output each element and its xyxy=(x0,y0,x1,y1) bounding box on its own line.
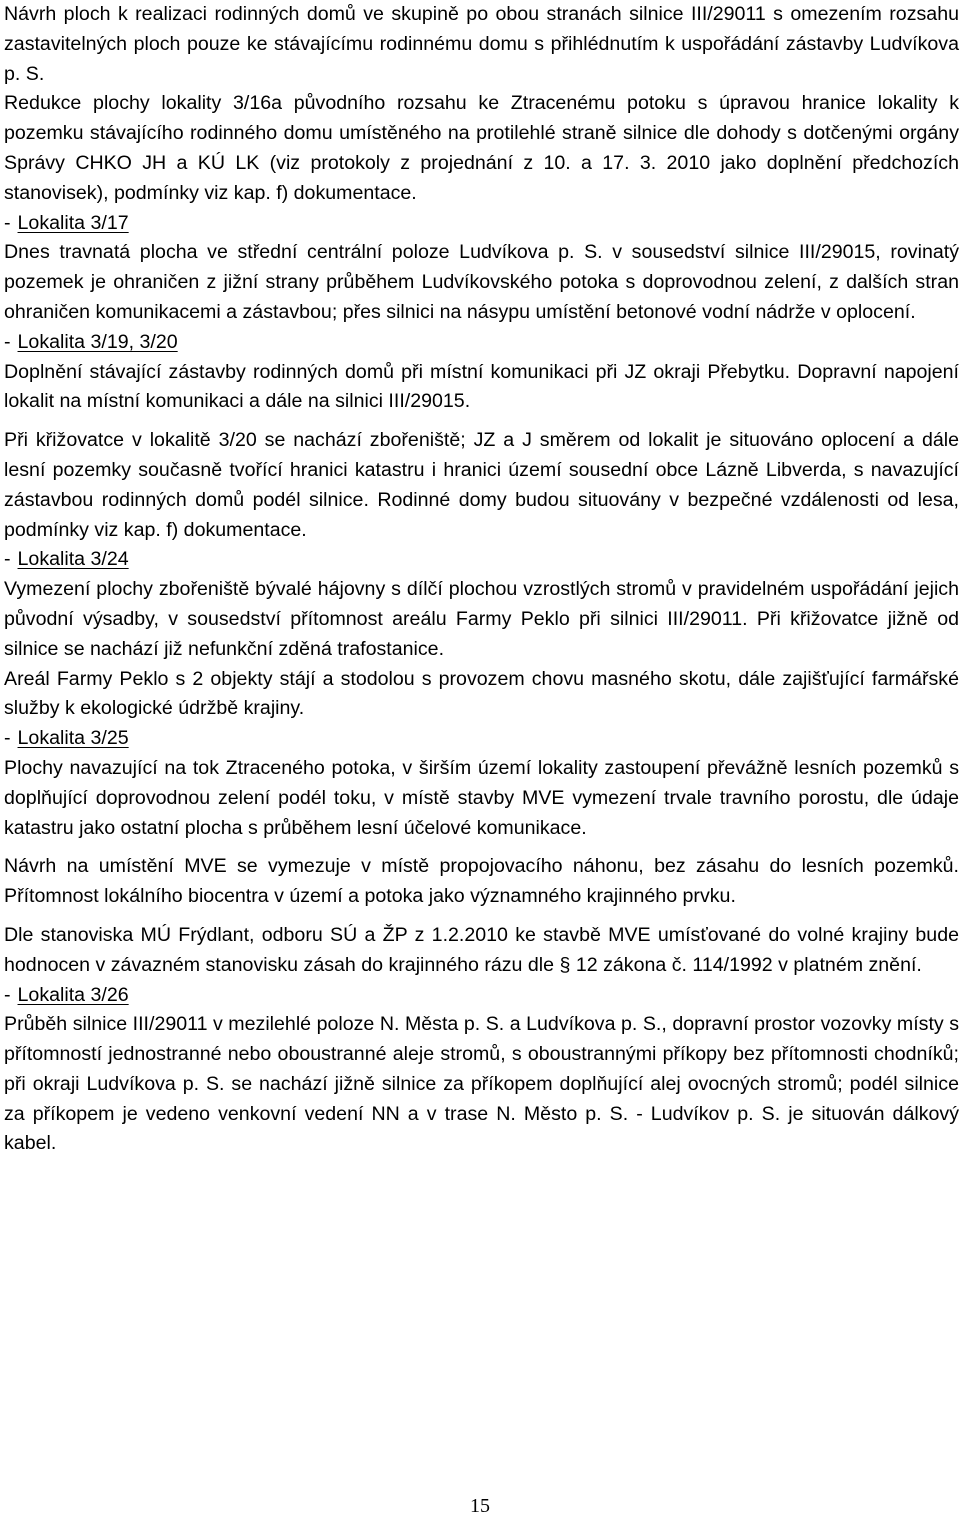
heading-dash: - xyxy=(4,548,11,571)
paragraph: Doplnění stávající zástavby rodinných domů při místní komunikaci při JZ okraji Přebytku. Dopravní napojení lokalit na místní komunikaci a dále na silnici III/29015. xyxy=(4,360,959,413)
heading-title: Lokalita 3/24 xyxy=(17,548,129,571)
heading-title: Lokalita 3/26 xyxy=(17,983,129,1006)
document-page xyxy=(4,0,959,1159)
paragraph: Plochy navazující na tok Ztraceného potoka, v širším území lokality zastoupení převážně lesních pozemků s doplňující doprovodnou zelení podél toku, v místě stavby MVE vymezení trvale travního porostu, dle údaje katastru jako ostatní plocha s průběhem lesní účelové komunikace. xyxy=(4,756,959,839)
heading-dash: - xyxy=(4,330,11,353)
section-heading xyxy=(4,209,959,239)
section-heading xyxy=(4,328,959,358)
section-heading xyxy=(4,981,959,1011)
heading-title: Lokalita 3/19, 3/20 xyxy=(17,330,178,353)
paragraph: Při křižovatce v lokalitě 3/20 se nachází zbořeniště; JZ a J směrem od lokalit je situováno oplocení a dále lesní pozemky současně tvořící hranici katastru i hranici území sousední obce Lázně Libverda, s navazující zástavbou rodinných domů podél silnice. Rodinné domy budou situovány v bezpečné vzdálenosti od lesa, podmínky viz kap. f) dokumentace. xyxy=(4,429,959,541)
heading-dash: - xyxy=(4,983,11,1006)
section-heading xyxy=(4,724,959,754)
paragraph: Průběh silnice III/29011 v mezilehlé poloze N. Města p. S. a Ludvíkova p. S., dopravní prostor vozovky místy s přítomností jednostranné nebo oboustranné aleje stromů, s oboustrannými příkopy bez přítomnosti chodníků; při okraji Ludvíkova p. S. se nachází jižně silnice za příkopem doplňující alej ovocných stromů; podél silnice za příkopem je vedeno venkovní vedení NN a v trase N. Město p. S. - Ludvíkov p. S. je situován dálkový kabel. xyxy=(4,1013,959,1155)
paragraph: Dnes travnatá plocha ve střední centrální poloze Ludvíkova p. S. v sousedství silnice III/29015, rovinatý pozemek je ohraničen z jižní strany průběhem Ludvíkovského potoka s doprovodnou zelení, z dalších stran ohraničen komunikacemi a zástavbou; přes silnici na násypu umístění betonové vodní nádrže v oplocení. xyxy=(4,241,959,323)
paragraph: Návrh ploch k realizaci rodinných domů ve skupině po obou stranách silnice III/29011 s omezením rozsahu zastavitelných ploch pouze ke stávajícímu rodinnému domu s přihlédnutím k uspořádání zástavby Ludvíkova p. S. xyxy=(4,3,959,85)
paragraph: Dle stanoviska MÚ Frýdlant, odboru SÚ a ŽP z 1.2.2010 ke stavbě MVE umísťované do volné krajiny bude hodnocen v závazném stanovisku zásah do krajinného rázu dle § 12 zákona č. 114/1992 v platném znění. xyxy=(4,923,959,976)
page-number: 15 xyxy=(470,1495,490,1517)
paragraph: Návrh na umístění MVE se vymezuje v místě propojovacího náhonu, bez zásahu do lesních pozemků. Přítomnost lokálního biocentra v území a potoka jako významného krajinného prvku. xyxy=(4,855,959,908)
heading-title: Lokalita 3/25 xyxy=(17,727,129,750)
section-heading xyxy=(4,545,959,575)
paragraph: Redukce plochy lokality 3/16a původního rozsahu ke Ztracenému potoku s úpravou hranice lokality k pozemku stávajícího rodinného domu umístěného na protilehlé straně silnice dle dohody s dotčenými orgány Správy CHKO JH a KÚ LK (viz protokoly z projednání z 10. a 17. 3. 2010 jako doplnění předchozích stanovisek), podmínky viz kap. f) dokumentace. xyxy=(4,92,959,204)
heading-title: Lokalita 3/17 xyxy=(17,211,129,234)
paragraph: Areál Farmy Peklo s 2 objekty stájí a stodolou s provozem chovu masného skotu, dále zajišťující farmářské služby k ekologické údržbě krajiny. xyxy=(4,667,959,720)
heading-dash: - xyxy=(4,727,11,750)
paragraph: Vymezení plochy zbořeniště bývalé hájovny s dílčí plochou vzrostlých stromů v pravidelném uspořádání jejich původní výsadby, v sousedství přítomnost areálu Farmy Peklo při silnici III/29011. Při křižovatce jižně od silnice se nachází již nefunkční zděná trafostanice. xyxy=(4,578,959,660)
heading-dash: - xyxy=(4,211,11,234)
